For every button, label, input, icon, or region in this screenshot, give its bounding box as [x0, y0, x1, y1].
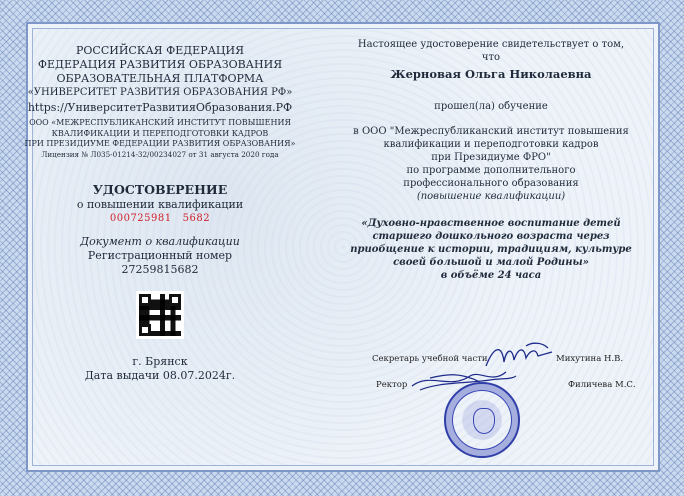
rector-name: Филичева М.С. — [568, 380, 636, 390]
official-stamp-icon — [444, 382, 520, 458]
org-line: РОССИЙСКАЯ ФЕДЕРАЦИЯ — [75, 44, 244, 57]
course-title — [324, 217, 658, 282]
institute-line: ПРИ ПРЕЗИДИУМЕ ФЕДЕРАЦИИ РАЗВИТИЯ ОБРАЗОВАНИЯ» — [24, 139, 296, 148]
course-line: «Духовно-нравственное воспитание детей — [361, 218, 621, 229]
document-title: УДОСТОВЕРЕНИЕ — [92, 181, 228, 197]
institute-line: квалификации и переподготовки кадров — [383, 139, 599, 150]
course-line: своей большой и малой Родины» — [393, 257, 589, 268]
platform-url: https://УниверситетРазвитияОбразования.РФ — [27, 101, 293, 114]
issue-date: Дата выдачи 08.07.2024г. — [84, 368, 236, 382]
qr-code — [0, 291, 320, 339]
org-line: ОБРАЗОВАТЕЛЬНАЯ ПЛАТФОРМА — [56, 72, 264, 85]
course-line: старшего дошкольного возраста через — [372, 231, 610, 242]
document-subtitle: о повышении квалификации — [76, 197, 244, 211]
right-column — [324, 38, 658, 282]
program-line: профессионального образования — [403, 178, 579, 189]
issue-city: г. Брянск — [132, 354, 188, 368]
registration-label: Регистрационный номер — [87, 248, 233, 262]
stamp-emblem-icon — [473, 408, 495, 434]
org-line: «УНИВЕРСИТЕТ РАЗВИТИЯ ОБРАЗОВАНИЯ РФ» — [27, 87, 293, 98]
intro-that: что — [481, 52, 501, 63]
institute-line: в ООО "Межреспубликанский институт повышения — [353, 126, 629, 137]
course-line: приобщение к истории, традициям, культуре — [350, 244, 632, 255]
registration-number: 27259815682 — [121, 262, 199, 276]
institute-line: КВАЛИФИКАЦИИ И ПЕРЕПОДГОТОВКИ КАДРОВ — [51, 128, 269, 138]
institute-line: ООО «МЕЖРЕСПУБЛИКАНСКИЙ ИНСТИТУТ ПОВЫШЕНИЯ — [29, 118, 291, 127]
serial-number-code: 5682 — [182, 212, 211, 224]
rector-role: Ректор — [376, 380, 408, 390]
passed-training: прошел(ла) обучение — [434, 101, 548, 112]
institute-line: при Президиуме ФРО" — [431, 152, 551, 163]
qr-code-icon — [136, 291, 184, 339]
secretary-name: Михутина Н.В. — [556, 354, 624, 364]
org-line: ФЕДЕРАЦИЯ РАЗВИТИЯ ОБРАЗОВАНИЯ — [37, 58, 283, 71]
serial-number — [0, 212, 320, 225]
serial-number-series: 000725981 — [109, 212, 172, 224]
program-line: по программе дополнительного — [406, 165, 576, 176]
intro-text: Настоящее удостоверение свидетельствует о том, — [357, 39, 625, 50]
left-column — [0, 44, 320, 383]
course-hours: в объёме 24 часа — [440, 270, 542, 281]
program-type: (повышение квалификации) — [416, 191, 566, 202]
document-about: Документ о квалификации — [80, 234, 240, 248]
license-line: Лицензия № Л035-01214-32/00234027 от 31 августа 2020 года — [41, 149, 279, 159]
secretary-role: Секретарь учебной части — [372, 354, 488, 364]
recipient-name: Жерновая Ольга Николаевна — [390, 67, 592, 81]
